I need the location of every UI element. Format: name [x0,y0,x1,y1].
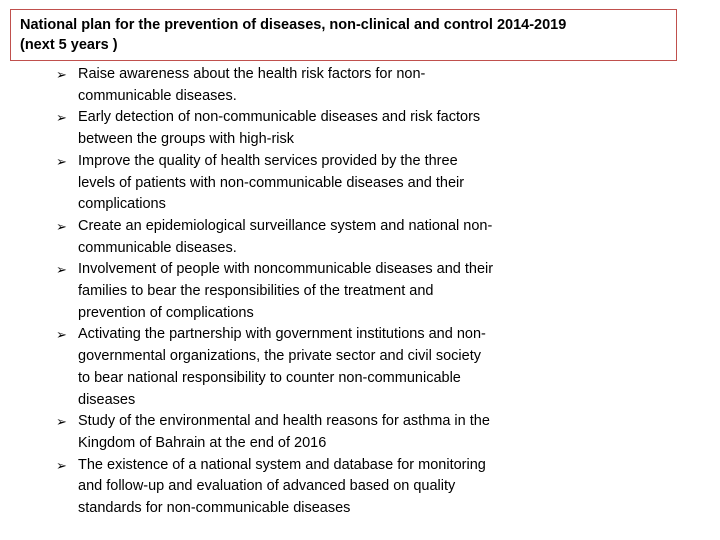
bullet-text [78,151,576,216]
bullet-item [56,216,576,259]
bullet-item [56,455,576,520]
bullet-text-line: The existence of a national system and database for monitoring [78,456,486,473]
bullet-text [78,64,576,107]
bullet-text-line: Raise awareness about the health risk factors for non- [78,66,426,82]
arrow-bullet-icon: ➢ [56,153,67,169]
bullet-text-line: to bear national responsibility to counter non-communicable [78,369,461,386]
bullet-text-line: Study of the environmental and health reasons for asthma in the [78,413,490,430]
bullet-list [56,64,576,520]
bullet-text [78,107,576,150]
arrow-bullet-icon: ➢ [56,327,67,343]
arrow-bullet-icon: ➢ [56,67,67,82]
arrow-bullet-icon: ➢ [56,262,67,278]
bullet-text-line: Involvement of people with noncommunicable diseases and their [78,261,494,278]
arrow-bullet-icon: ➢ [56,414,67,430]
bullet-item [56,324,576,411]
bullet-item [56,411,576,454]
arrow-bullet-icon: ➢ [56,218,67,234]
bullet-text-line: standards for non-communicable diseases [78,500,351,517]
bullet-text-line: families to bear the responsibilities of the treatment and [78,283,434,300]
bullet-text-line: complications [78,196,166,213]
bullet-item [56,107,576,150]
bullet-text [78,324,576,411]
bullet-text [78,411,576,454]
bullet-text-line: and follow-up and evaluation of advanced based on quality [78,478,456,495]
bullet-text [78,455,576,520]
bullet-text-line: communicable diseases. [78,87,237,104]
bullet-text-line: Activating the partnership with government institutions and non- [78,326,486,343]
bullet-item [56,151,576,216]
bullet-item [56,259,576,324]
bullet-text-line: diseases [78,391,136,408]
page-title-line-2: (next 5 years ) [20,37,118,53]
title-box [10,9,677,61]
bullet-text-line: Kingdom of Bahrain at the end of 2016 [78,434,327,451]
bullet-text-line: Improve the quality of health services provided by the three [78,152,458,169]
bullet-text-line: prevention of complications [78,304,254,321]
arrow-bullet-icon: ➢ [56,457,67,473]
bullet-item [56,64,576,107]
bullet-text-line: levels of patients with non-communicable diseases and their [78,174,465,191]
bullet-text [78,216,576,259]
bullet-text-line: communicable diseases. [78,239,237,256]
bullet-text-line: between the groups with high-risk [78,131,295,148]
bullet-text-line: governmental organizations, the private sector and civil society [78,348,481,365]
bullet-text [78,259,576,324]
bullet-text-line: Create an epidemiological surveillance system and national non- [78,217,493,234]
arrow-bullet-icon: ➢ [56,110,67,126]
page-title-line-1: National plan for the prevention of diseases, non-clinical and control 2014-2019 [20,17,567,33]
bullet-text-line: Early detection of non-communicable diseases and risk factors [78,109,481,126]
